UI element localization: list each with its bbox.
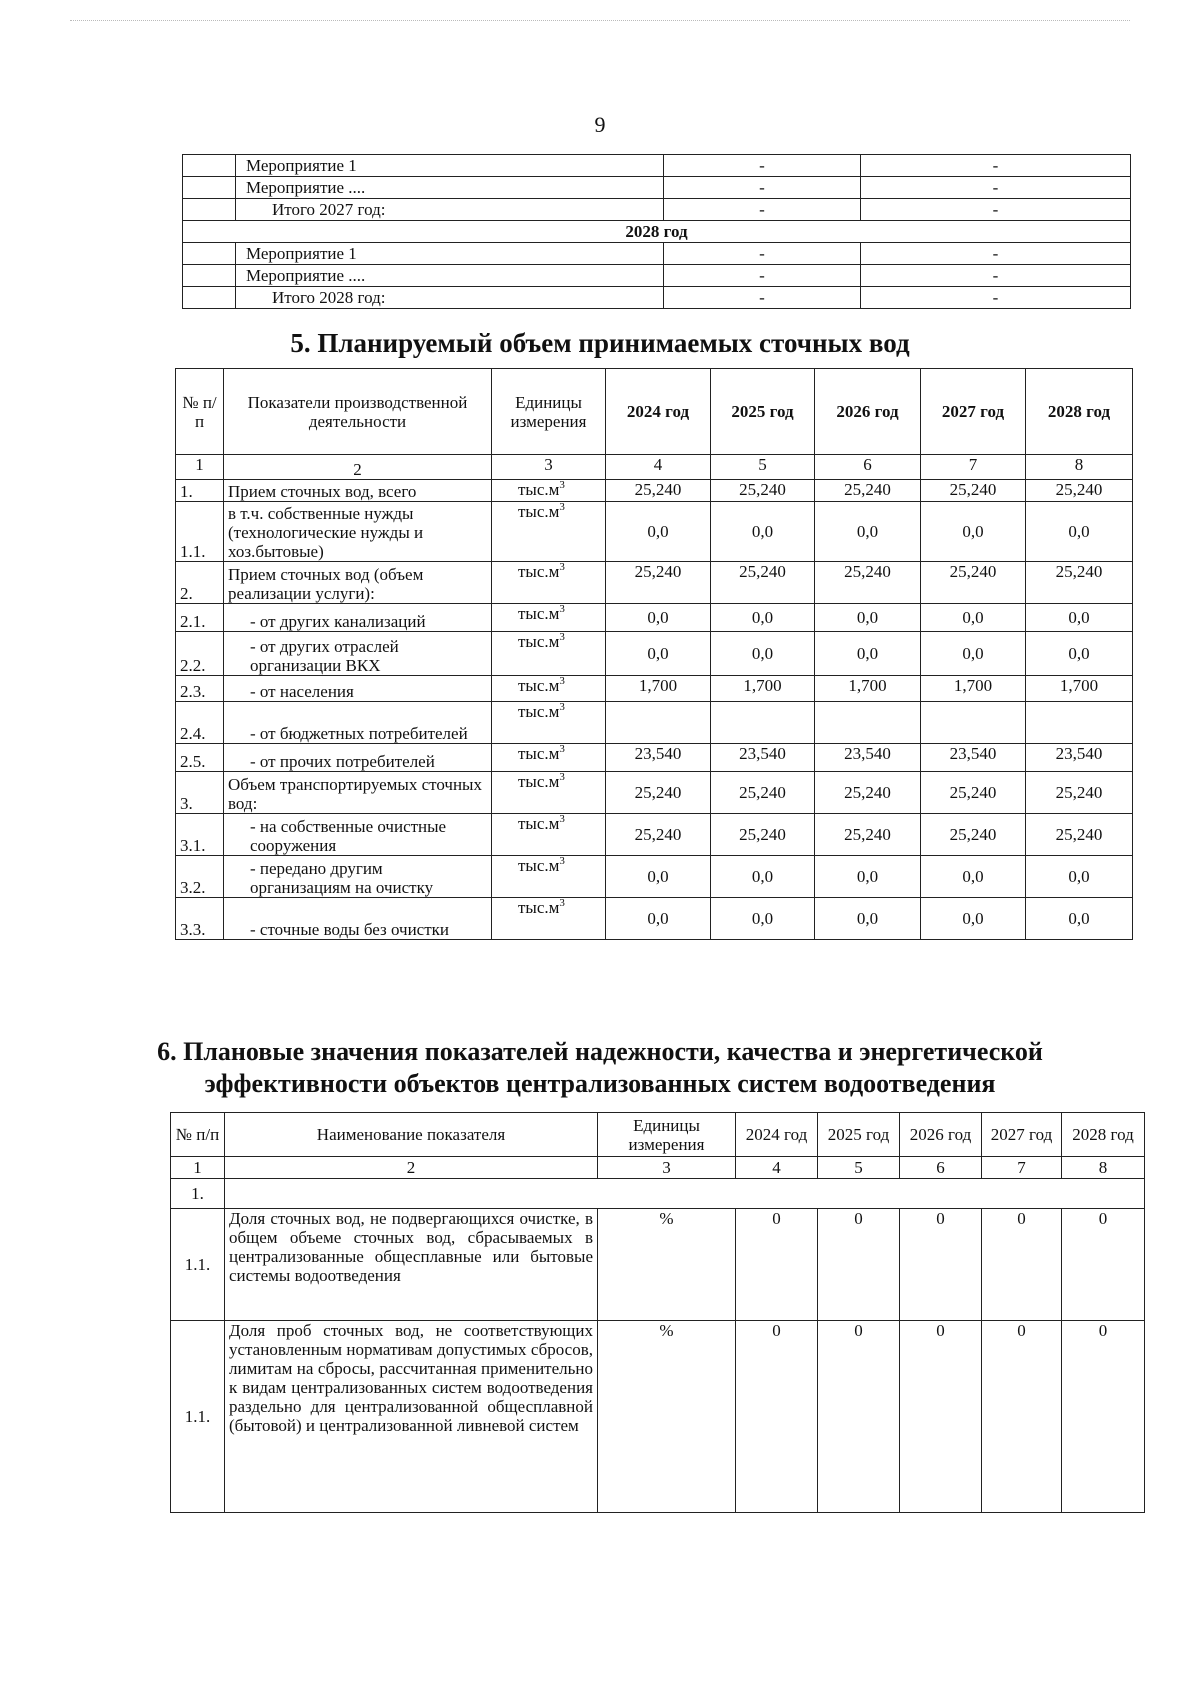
row-value-2024: 25,240 (606, 480, 711, 502)
row-value-2024: 0,0 (606, 502, 711, 562)
measure-value-2: - (861, 155, 1131, 177)
row-indicator: - от прочих потребителей (224, 744, 492, 772)
row-value-2027: 0 (982, 1209, 1062, 1321)
row-number: 2.2. (176, 632, 224, 676)
row-indicator: - сточные воды без очистки (224, 898, 492, 940)
row-unit (492, 676, 606, 702)
row-value-2026: 25,240 (815, 562, 921, 604)
unit-superscript: 3 (559, 631, 565, 643)
row-value-2025: 0 (818, 1321, 900, 1513)
row-value-2026: 0,0 (815, 632, 921, 676)
row-value-2028: 1,700 (1026, 676, 1133, 702)
measure-value-1: - (664, 265, 861, 287)
total-2027-label: Итого 2027 год: (236, 199, 664, 221)
unit-text: тыс.м (518, 632, 560, 651)
row-value-2028: 25,240 (1026, 480, 1133, 502)
unit-superscript: 3 (559, 771, 565, 783)
row-number: 3.2. (176, 856, 224, 898)
unit-text: тыс.м (518, 856, 560, 875)
row-num-empty (183, 199, 236, 221)
row-indicator: - от бюджетных потребителей (224, 702, 492, 744)
header-2026: 2026 год (900, 1113, 982, 1157)
row-value-2027: 0,0 (921, 502, 1026, 562)
measure-row (183, 265, 1131, 287)
section6-title (0, 1036, 1200, 1100)
row-value-2026: 0,0 (815, 856, 921, 898)
row-value-2025: 23,540 (711, 744, 815, 772)
row-number: 2.3. (176, 676, 224, 702)
unit-text: тыс.м (518, 676, 560, 695)
row-unit (492, 898, 606, 940)
column-number: 2 (225, 1157, 598, 1179)
reliability-indicators-table (170, 1112, 1145, 1513)
unit-text: тыс.м (518, 604, 560, 623)
measure-label: Мероприятие .... (236, 177, 664, 199)
row-value-2028: 25,240 (1026, 772, 1133, 814)
row-number: 1. (176, 480, 224, 502)
row-indicator: - на собственные очистные сооружения (224, 814, 492, 856)
row-number: 1.1. (176, 502, 224, 562)
header-2024: 2024 год (736, 1113, 818, 1157)
header-2028: 2028 год (1062, 1113, 1145, 1157)
measure-label: Мероприятие 1 (236, 243, 664, 265)
unit-superscript: 3 (559, 897, 565, 909)
measures-table (182, 154, 1131, 309)
table-row (176, 744, 1133, 772)
measure-row (183, 155, 1131, 177)
unit-superscript: 3 (559, 813, 565, 825)
row-number: 2.4. (176, 702, 224, 744)
unit-text: тыс.м (518, 814, 560, 833)
row-value-2028: 0 (1062, 1209, 1145, 1321)
wastewater-volume-table (175, 368, 1133, 940)
row-number: 2.1. (176, 604, 224, 632)
header-unit: Единицы измерения (492, 369, 606, 455)
row-indicator: в т.ч. собственные нужды (технологические нужды и хоз.бытовые) (224, 502, 492, 562)
unit-superscript: 3 (559, 743, 565, 755)
row-value-2024: 23,540 (606, 744, 711, 772)
column-number: 1 (176, 455, 224, 480)
unit-text: тыс.м (518, 702, 560, 721)
row-number: 2.5. (176, 744, 224, 772)
column-number: 8 (1026, 455, 1133, 480)
row-value-2025: 0,0 (711, 502, 815, 562)
table-row (176, 604, 1133, 632)
unit-text: тыс.м (518, 480, 560, 499)
unit-superscript: 3 (559, 675, 565, 687)
row-unit: % (598, 1321, 736, 1513)
row-unit (492, 604, 606, 632)
header-2025: 2025 год (818, 1113, 900, 1157)
measure-value-1: - (664, 155, 861, 177)
row-value-2025 (711, 702, 815, 744)
measure-value-2: - (861, 199, 1131, 221)
row-unit (492, 814, 606, 856)
row-indicator: Прием сточных вод, всего (224, 480, 492, 502)
row-number: 2. (176, 562, 224, 604)
row-indicator: - от других канализаций (224, 604, 492, 632)
row-value-2027: 0,0 (921, 898, 1026, 940)
row-value-2025: 25,240 (711, 814, 815, 856)
measure-value-2: - (861, 243, 1131, 265)
section5-title: 5. Планируемый объем принимаемых сточных вод (290, 328, 910, 358)
row-value-2025: 0,0 (711, 604, 815, 632)
header-num: № п/п (171, 1113, 225, 1157)
unit-text: тыс.м (518, 502, 560, 521)
measure-label: Мероприятие .... (236, 265, 664, 287)
row-value-2028: 0,0 (1026, 898, 1133, 940)
year-2028-header-row (183, 221, 1131, 243)
table-row (176, 480, 1133, 502)
row-value-2026: 1,700 (815, 676, 921, 702)
row-value-2024: 25,240 (606, 814, 711, 856)
row-value-2025: 0,0 (711, 632, 815, 676)
row-value-2024 (606, 702, 711, 744)
measure-value-1: - (664, 199, 861, 221)
row-number: 3. (176, 772, 224, 814)
column-number: 5 (711, 455, 815, 480)
unit-text: тыс.м (518, 898, 560, 917)
group-num: 1. (171, 1179, 225, 1209)
row-value-2025: 0,0 (711, 898, 815, 940)
scan-artifact-line (70, 20, 1130, 21)
row-value-2026: 0 (900, 1209, 982, 1321)
measure-value-1: - (664, 243, 861, 265)
measure-value-2: - (861, 177, 1131, 199)
row-value-2025: 25,240 (711, 562, 815, 604)
measure-value-1: - (664, 177, 861, 199)
row-indicator-name: Доля сточных вод, не подвергающихся очистке, в общем объеме сточных вод, сбрасываемых в централизованные общесплавные или бытовые системы водоотведения (225, 1209, 598, 1321)
header-num: № п/п (176, 369, 224, 455)
row-value-2028: 25,240 (1026, 814, 1133, 856)
row-unit (492, 744, 606, 772)
column-number: 1 (171, 1157, 225, 1179)
row-value-2024: 25,240 (606, 772, 711, 814)
row-value-2024: 0,0 (606, 604, 711, 632)
table-row (176, 562, 1133, 604)
header-2027: 2027 год (921, 369, 1026, 455)
measure-row (183, 177, 1131, 199)
row-unit (492, 502, 606, 562)
column-number-row (176, 455, 1133, 480)
header-unit: Единицы измерения (598, 1113, 736, 1157)
table-row (171, 1321, 1145, 1513)
column-number: 8 (1062, 1157, 1145, 1179)
measure-row (183, 243, 1131, 265)
table-row (176, 814, 1133, 856)
row-unit (492, 632, 606, 676)
table-row (176, 856, 1133, 898)
row-value-2026 (815, 702, 921, 744)
header-2025: 2025 год (711, 369, 815, 455)
header-2026: 2026 год (815, 369, 921, 455)
row-value-2027: 25,240 (921, 814, 1026, 856)
measure-row (183, 287, 1131, 309)
measure-value-2: - (861, 287, 1131, 309)
row-value-2028: 23,540 (1026, 744, 1133, 772)
row-indicator: - от других отраслей организации ВКХ (224, 632, 492, 676)
row-number: 1.1. (171, 1209, 225, 1321)
row-value-2026: 0,0 (815, 502, 921, 562)
row-num-empty (183, 287, 236, 309)
row-value-2026: 0,0 (815, 604, 921, 632)
group-row (171, 1179, 1145, 1209)
row-num-empty (183, 177, 236, 199)
row-value-2028: 25,240 (1026, 562, 1133, 604)
row-indicator: Объем транспортируемых сточных вод: (224, 772, 492, 814)
unit-superscript: 3 (559, 603, 565, 615)
row-unit (492, 562, 606, 604)
row-value-2027: 0,0 (921, 604, 1026, 632)
row-num-empty (183, 243, 236, 265)
row-value-2024: 0 (736, 1321, 818, 1513)
row-value-2026: 0 (900, 1321, 982, 1513)
row-value-2027: 1,700 (921, 676, 1026, 702)
row-value-2027: 0 (982, 1321, 1062, 1513)
header-2024: 2024 год (606, 369, 711, 455)
header-indicator: Показатели производственной деятельности (224, 369, 492, 455)
row-unit: % (598, 1209, 736, 1321)
table-row (176, 772, 1133, 814)
column-number: 6 (900, 1157, 982, 1179)
header-name: Наименование показателя (225, 1113, 598, 1157)
row-value-2024: 1,700 (606, 676, 711, 702)
row-value-2024: 0,0 (606, 898, 711, 940)
column-number: 4 (736, 1157, 818, 1179)
row-indicator-name: Доля проб сточных вод, не соответствующих установленным нормативам допустимых сбросов, лимитам на сбросы, рассчитанная применительно к видам централизованных систем водоотведения раздельно для централизованной общесплавной (бытовой) и централизованной ливневой систем (225, 1321, 598, 1513)
row-unit (492, 856, 606, 898)
row-value-2025: 1,700 (711, 676, 815, 702)
row-value-2025: 25,240 (711, 772, 815, 814)
row-number: 1.1. (171, 1321, 225, 1513)
unit-text: тыс.м (518, 744, 560, 763)
column-number: 3 (492, 455, 606, 480)
row-value-2026: 25,240 (815, 772, 921, 814)
row-value-2025: 0 (818, 1209, 900, 1321)
row-value-2028: 0,0 (1026, 856, 1133, 898)
row-value-2026: 25,240 (815, 480, 921, 502)
row-value-2028: 0,0 (1026, 604, 1133, 632)
row-value-2024: 25,240 (606, 562, 711, 604)
row-value-2027: 25,240 (921, 480, 1026, 502)
row-value-2024: 0 (736, 1209, 818, 1321)
row-value-2028: 0 (1062, 1321, 1145, 1513)
row-value-2024: 0,0 (606, 856, 711, 898)
row-unit (492, 702, 606, 744)
table-row (176, 676, 1133, 702)
table-row (176, 702, 1133, 744)
group-empty (225, 1179, 1145, 1209)
row-value-2027: 0,0 (921, 856, 1026, 898)
measure-value-1: - (664, 287, 861, 309)
measure-value-2: - (861, 265, 1131, 287)
row-value-2025: 0,0 (711, 856, 815, 898)
unit-text: тыс.м (518, 772, 560, 791)
column-number: 3 (598, 1157, 736, 1179)
header-2027: 2027 год (982, 1113, 1062, 1157)
row-indicator: - передано другим организациям на очистку (224, 856, 492, 898)
column-number: 7 (982, 1157, 1062, 1179)
row-value-2027: 25,240 (921, 562, 1026, 604)
table-row (176, 502, 1133, 562)
page-number: 9 (594, 112, 606, 137)
section6-title-line1: 6. Плановые значения показателей надежности, качества и энергетической (157, 1037, 1043, 1066)
row-value-2027: 0,0 (921, 632, 1026, 676)
row-value-2026: 0,0 (815, 898, 921, 940)
total-2028-label: Итого 2028 год: (236, 287, 664, 309)
table-row (171, 1209, 1145, 1321)
row-value-2028 (1026, 702, 1133, 744)
unit-superscript: 3 (559, 479, 565, 491)
header-2028: 2028 год (1026, 369, 1133, 455)
row-value-2024: 0,0 (606, 632, 711, 676)
table-header-row (171, 1113, 1145, 1157)
row-unit (492, 480, 606, 502)
unit-superscript: 3 (559, 561, 565, 573)
row-value-2028: 0,0 (1026, 502, 1133, 562)
row-indicator: - от населения (224, 676, 492, 702)
column-number: 5 (818, 1157, 900, 1179)
column-number-row (171, 1157, 1145, 1179)
section6-title-line2: эффективности объектов централизованных систем водоотведения (204, 1069, 996, 1098)
table-row (176, 898, 1133, 940)
row-value-2027 (921, 702, 1026, 744)
unit-text: тыс.м (518, 562, 560, 581)
row-value-2026: 23,540 (815, 744, 921, 772)
year-2028-header: 2028 год (183, 221, 1131, 243)
row-value-2025: 25,240 (711, 480, 815, 502)
unit-superscript: 3 (559, 855, 565, 867)
column-number: 4 (606, 455, 711, 480)
measure-label: Мероприятие 1 (236, 155, 664, 177)
row-value-2026: 25,240 (815, 814, 921, 856)
row-indicator: Прием сточных вод (объем реализации услуги): (224, 562, 492, 604)
row-number: 3.1. (176, 814, 224, 856)
row-value-2027: 25,240 (921, 772, 1026, 814)
column-number: 7 (921, 455, 1026, 480)
unit-superscript: 3 (559, 701, 565, 713)
unit-superscript: 3 (559, 501, 565, 513)
row-number: 3.3. (176, 898, 224, 940)
row-num-empty (183, 155, 236, 177)
table-header-row (176, 369, 1133, 455)
table-row (176, 632, 1133, 676)
column-number: 2 (224, 455, 492, 480)
measure-row (183, 199, 1131, 221)
column-number: 6 (815, 455, 921, 480)
row-unit (492, 772, 606, 814)
row-value-2028: 0,0 (1026, 632, 1133, 676)
row-num-empty (183, 265, 236, 287)
row-value-2027: 23,540 (921, 744, 1026, 772)
